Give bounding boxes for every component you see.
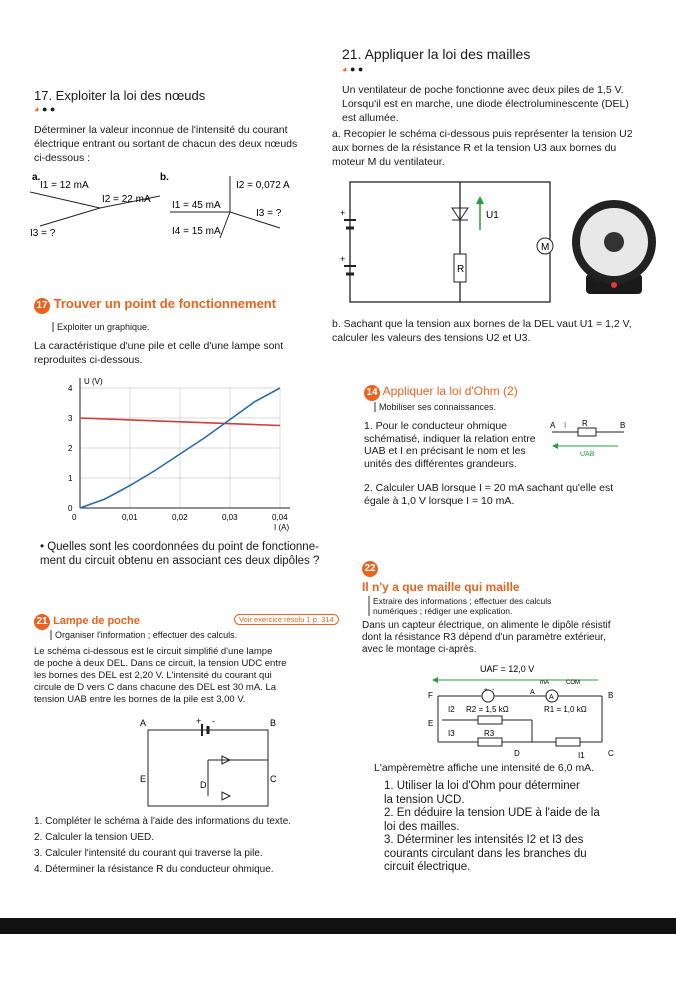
ex17-p2: électrique entrant ou sortant de chacun des deux nœuds [34, 138, 298, 150]
ex22-sub2: numériques ; rédiger une explication. [368, 606, 512, 616]
ex22-statement: L'ampèremètre affiche une intensité de 6,0 mA. [374, 762, 595, 774]
r2-label: R2 = 1,5 kΩ [466, 705, 509, 714]
ex21-a2: aux bornes de la résistance R et la tension U3 aux bornes du [332, 142, 617, 154]
ex21b-p2: les bornes des DEL est 2,20 V. L'intensité du courant qui [34, 670, 272, 681]
ex21b-header [34, 614, 334, 630]
ex17b-p1: La caractéristique d'une pile et celle d'une lampe sont [34, 340, 284, 352]
node-b-label: b. [160, 172, 169, 183]
ex21b-title: Lampe de poche [53, 615, 140, 627]
x-tick-label: 0,04 [272, 513, 288, 522]
ex22-q4: 3. Déterminer les intensités I2 et I3 des [384, 834, 584, 846]
node-b-i4: I4 = 15 mA [172, 226, 221, 237]
difficulty-dots: ◕ ● ● [34, 104, 56, 114]
ex21b-p0: Le schéma ci-dessous est le circuit simplifié d'une lampe [34, 646, 273, 657]
ammeter-a: A [549, 694, 554, 701]
ex22-sub1: Extraire des informations ; effectuer des calculs [368, 596, 551, 606]
r2-resistor [478, 716, 502, 724]
lamp-label-a: A [140, 718, 147, 728]
ex14-q1-line2: UAB et I en précisant le nom et les [364, 445, 526, 457]
page-footer-band [0, 918, 676, 934]
ex17b-header [34, 296, 276, 314]
motor-label: M [541, 242, 550, 253]
ex21-title: 21. Appliquer la loi des mailles [342, 46, 531, 62]
uaf-label: UAF = 12,0 V [480, 664, 535, 674]
difficulty-dots: ◕ ● ● [342, 64, 364, 74]
ex22-p1: dont la résistance R3 dépend d'un paramètre extérieur, [362, 632, 606, 643]
ex14-header [364, 384, 518, 401]
node-a-branch3 [40, 208, 100, 226]
u1-arrowhead [476, 196, 484, 204]
ex21b-badge[interactable]: Voir exercice résolu 1 p. 314 [234, 614, 339, 625]
gen-minus: - [492, 687, 495, 694]
ohm-a: A [550, 421, 556, 430]
r1-label: R1 = 1,0 kΩ [544, 705, 587, 714]
ex17-p3: ci-dessous : [34, 152, 91, 164]
y-tick-label: 4 [68, 384, 73, 393]
lamp-plus: + [196, 716, 202, 726]
ammeter-ma: mA [540, 680, 549, 686]
r3-resistor [478, 738, 502, 746]
ex17b-number: 17 [34, 298, 50, 314]
ex21b-q2: 3. Calculer l'intensité du courant qui traverse la pile. [34, 848, 263, 859]
node-a-i1: I1 = 12 mA [40, 180, 89, 191]
ex21-b1: b. Sachant que la tension aux bornes de la DEL vaut U1 = 1,2 V, [332, 318, 632, 330]
r1-resistor [556, 738, 580, 746]
ex22-p2: avec le montage ci-après. [362, 644, 477, 655]
ex17b-q2: ment du circuit obtenu en associant ces deux dipôles ? [40, 555, 320, 567]
ex21b-p1: de poche à deux DEL. Dans ce circuit, la tension UDC entre [34, 658, 287, 669]
ammeter-com: COM [566, 680, 580, 686]
lamp-label-e: E [140, 774, 147, 784]
u1-label: U1 [486, 210, 499, 221]
y-tick-label: 0 [68, 504, 73, 513]
lamp-label-b: B [270, 718, 277, 728]
ohm-u-head [552, 443, 558, 449]
nodes-diagram [30, 168, 330, 248]
ex14-sub: Mobiliser ses connaissances. [374, 402, 496, 412]
ex22-text [362, 620, 610, 656]
lamp-circuit [120, 716, 290, 816]
ex14-q2-line0: 2. Calculer UAB lorsque I = 20 mA sachant qu'elle est [364, 482, 614, 494]
x-axis-label: I (A) [274, 523, 290, 532]
node-a-i3: I3 = ? [30, 228, 56, 239]
lamp-label-d: D [200, 780, 207, 790]
ex21b-q3: 4. Déterminer la résistance R du conducteur ohmique. [34, 864, 274, 875]
r3-label: R3 [484, 729, 495, 738]
ex21b-questions [34, 814, 291, 878]
sensor-circuit [428, 660, 628, 760]
ex21-p1: Un ventilateur de poche fonctionne avec deux piles de 1,5 V. [342, 84, 624, 96]
fan-led [611, 282, 617, 288]
ohm-r: R [582, 420, 588, 428]
fan-circuit-diagram [330, 172, 560, 312]
ex14-title: Appliquer la loi d'Ohm (2) [382, 384, 518, 398]
ex21-b2: calculer les valeurs des tensions U2 et U3. [332, 332, 531, 344]
ex14-q1-line3: unités des différentes grandeurs. [364, 457, 517, 470]
node-a-i2: I2 = 22 mA [102, 194, 151, 205]
del2-icon [222, 792, 230, 800]
current-i2: I2 [448, 705, 455, 714]
fan-hub [604, 232, 624, 252]
ex14-q1-line1: schématisé, indiquer la relation entre [364, 432, 536, 445]
node-a-branch1 [30, 192, 100, 208]
current-i1: I1 [578, 751, 585, 760]
ex22-q1: la tension UCD. [384, 793, 465, 806]
ex21-p2: Lorsqu'il est en marche, une diode électroluminescente (DEL) [342, 98, 629, 110]
ex21b-p3: circule de D vers C dans chacune des DEL est 30 mA. La [34, 682, 277, 693]
circuit-wire [350, 182, 550, 302]
ex17b-sub: Exploiter un graphique. [52, 322, 150, 332]
lamp-label-c: C [270, 774, 277, 784]
node-a-label: a. [32, 172, 41, 183]
ex21b-q0: 1. Compléter le schéma à l'aide des informations du texte. [34, 816, 292, 827]
node-a: A [530, 689, 535, 696]
x-tick-label: 0 [72, 513, 77, 522]
ex22-p0: Dans un capteur électrique, on alimente le dipôle résistif [362, 620, 611, 631]
ex21-p3: est allumée. [342, 112, 399, 124]
resistor-label: R [457, 264, 465, 275]
battery2-plus-sign: + [340, 254, 346, 264]
ex22-q3: loi des mailles. [384, 820, 460, 833]
ex14-q2-line1: égale à 1,0 V lorsque I = 10 mA. [364, 495, 515, 507]
node-b-i2: I2 = 0,072 A [236, 180, 290, 191]
node-e: E [428, 719, 434, 728]
ex21b-text [34, 646, 286, 706]
y-tick-label: 1 [68, 474, 73, 483]
node-b: B [608, 691, 614, 700]
ex14-number: 14 [364, 385, 380, 401]
ohm-b: B [620, 421, 626, 430]
ohm-u-label: UAB [580, 451, 595, 458]
x-tick-label: 0,02 [172, 513, 188, 522]
ex17-p1: Déterminer la valeur inconnue de l'intensité du courant [34, 124, 288, 136]
ex21-a3: moteur M du ventilateur. [332, 156, 445, 168]
node-b-i3: I3 = ? [256, 208, 282, 219]
ex22-q5: courants circulant dans les branches du [384, 847, 587, 860]
u-i-chart [40, 372, 330, 532]
ex22-q0: 1. Utiliser la loi d'Ohm pour déterminer [384, 780, 580, 792]
current-i3: I3 [448, 729, 455, 738]
ex14-q1-line0: 1. Pour le conducteur ohmique [364, 420, 508, 432]
ex14-q1 [364, 420, 536, 470]
ex17b-q1: • Quelles sont les coordonnées du point de fonctionne- [40, 541, 319, 553]
gen-plus: + [484, 687, 489, 694]
node-f: F [428, 691, 433, 700]
ex22-q2: 2. En déduire la tension UDE à l'aide de la [384, 807, 600, 819]
ex22-number-box [362, 558, 378, 577]
ex14-q2 [364, 482, 613, 508]
x-tick-label: 0,03 [222, 513, 238, 522]
ex17b-title: Trouver un point de fonctionnement [53, 296, 277, 311]
node-c: C [608, 749, 614, 758]
ohm-schema [548, 420, 628, 460]
y-tick-label: 3 [68, 414, 73, 423]
ex22-number: 22 [362, 561, 378, 577]
node-b-i1: I1 = 45 mA [172, 200, 221, 211]
ex21b-q1: 2. Calculer la tension UED. [34, 832, 155, 843]
lamp-minus: - [212, 716, 215, 726]
ex21b-p4: tension UAB entre les bornes de la pile est 3,00 V. [34, 694, 246, 705]
battery1-plus-sign: + [340, 208, 346, 218]
x-tick-label: 0,01 [122, 513, 138, 522]
ex22-title: Il n'y a que maille qui maille [362, 580, 520, 594]
node-b-branch4 [220, 212, 230, 238]
node-d: D [514, 749, 520, 758]
ex17b-p2: reproduites ci-dessous. [34, 354, 143, 366]
ex21-a1: a. Recopier le schéma ci-dessous puis représenter la tension U2 [332, 128, 633, 140]
ex17-title: 17. Exploiter la loi des nœuds [34, 88, 206, 103]
fan-photo [566, 196, 666, 300]
ex21b-sub: Organiser l'information ; effectuer des calculs. [50, 630, 237, 640]
uaf-head [432, 677, 438, 683]
y-axis-label: U (V) [84, 377, 103, 386]
ohm-resistor [578, 428, 596, 436]
y-tick-label: 2 [68, 444, 73, 453]
ex22-q6: circuit électrique. [384, 861, 471, 873]
ex22-questions [384, 780, 600, 875]
ex21b-number: 21 [34, 614, 50, 630]
ohm-i: I [564, 421, 567, 430]
